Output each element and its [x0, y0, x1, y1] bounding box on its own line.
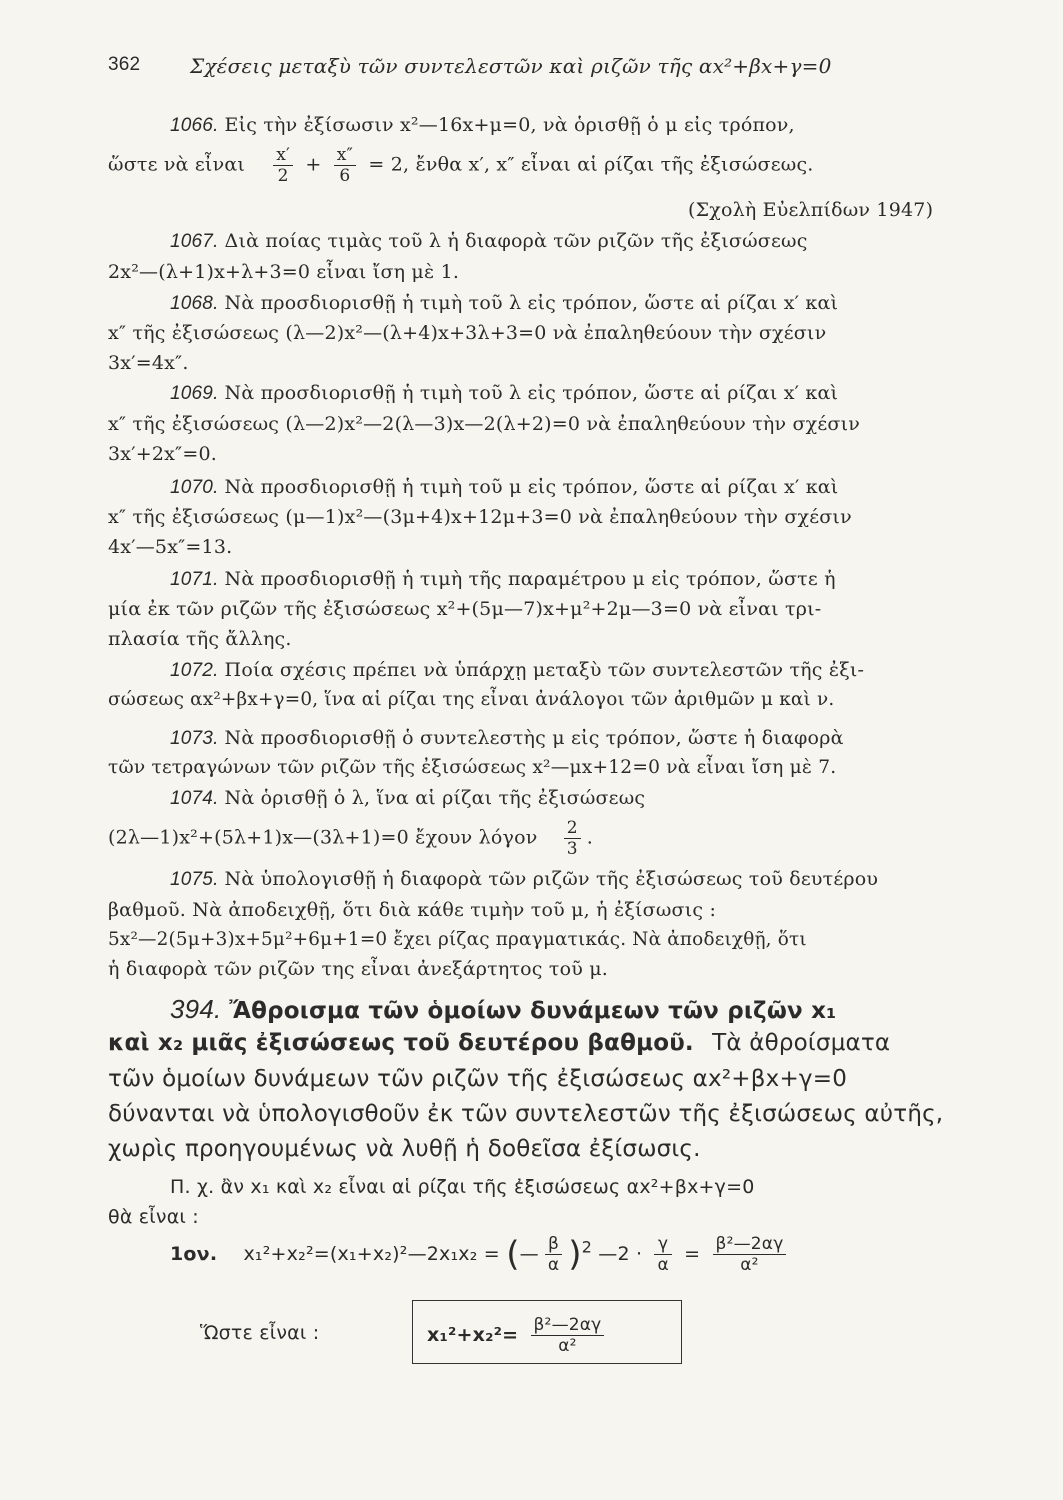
period: . [586, 826, 594, 849]
denominator: α² [740, 1255, 759, 1275]
denominator: α² [558, 1336, 577, 1356]
denominator: α [657, 1255, 669, 1275]
page-number: 362 [108, 54, 141, 75]
problem-1075-line4: ἡ διαφορὰ τῶν ριζῶν της εἶναι ἀνεξάρτητος τοῦ μ. [108, 958, 609, 980]
problem-1070-line3: 4x′—5x″=13. [108, 536, 233, 558]
problem-text: Νὰ προσδιορισθῇ ἡ τιμὴ τοῦ λ εἰς τρόπον, ὥστε αἱ ρίζαι x′ καὶ [224, 382, 839, 404]
problem-1068 [170, 292, 838, 315]
boxed-left: x₁²+x₂²= [427, 1324, 519, 1346]
problem-1073-line2: τῶν τετραγώνων τῶν ριζῶν τῆς ἐξισώσεως x²—μx+12=0 νὰ εἶναι ἴση μὲ 7. [108, 757, 837, 778]
problem-1075-line3: 5x²—2(5μ+3)x+5μ²+6μ+1=0 ἔχει ρίζας πραγματικάς. Νὰ ἀποδειχθῇ, ὅτι [108, 929, 807, 950]
problem-number: 1070. [170, 477, 219, 498]
problem-text: Νὰ ὁρισθῇ ὁ λ, ἵνα αἱ ρίζαι τῆς ἐξισώσεως [224, 787, 646, 809]
problem-1066-source: (Σχολὴ Εὐελπίδων 1947) [688, 199, 934, 221]
problem-1066 [170, 114, 795, 137]
problem-text: Νὰ προσδιορισθῇ ἡ τιμὴ τοῦ λ εἰς τρόπον, ὥστε αἱ ρίζαι x′ καὶ [224, 292, 839, 314]
fraction [273, 145, 293, 186]
first-formula [170, 1234, 792, 1275]
section-body-line5: χωρὶς προηγουμένως νὰ λυθῇ ἡ δοθεῖσα ἐξίσωσις. [108, 1136, 701, 1162]
problem-1068-line3: 3x′=4x″. [108, 352, 189, 374]
section-394-title-line1 [170, 994, 836, 1025]
minus-sign: — [519, 1243, 539, 1265]
problem-1071 [170, 568, 836, 591]
problem-number: 1068. [170, 293, 219, 314]
running-title: Σχέσεις μεταξὺ τῶν συντελεστῶν καὶ ριζῶν τῆς αx²+βx+γ=0 [190, 54, 832, 78]
numerator: β [545, 1234, 562, 1255]
problem-number: 1067. [170, 231, 219, 252]
section-body-line3: τῶν ὁμοίων δυνάμεων τῶν ριζῶν τῆς ἐξισώσεως αx²+βx+γ=0 [108, 1066, 848, 1092]
numerator: 2 [564, 818, 581, 839]
numerator: γ [654, 1234, 671, 1255]
example-line1: Π. χ. ἂν x₁ καὶ x₂ εἶναι αἱ ρίζαι τῆς ἐξισώσεως αx²+βx+γ=0 [170, 1176, 755, 1198]
problem-1074-line2 [108, 818, 593, 859]
first-label: 1ον. [170, 1243, 218, 1265]
section-body: Τὰ ἀθροίσματα [712, 1030, 891, 1056]
problem-number: 1069. [170, 383, 219, 404]
fraction [654, 1234, 671, 1275]
problem-text: Νὰ προσδιορισθῇ ὁ συντελεστὴς μ εἰς τρόπον, ὥστε ἡ διαφορὰ [224, 727, 844, 749]
numerator: x′ [273, 145, 293, 166]
text: ὥστε νὰ εἶναι [108, 153, 246, 176]
section-title: Ἄθροισμα τῶν ὁμοίων δυνάμεων τῶν ριζῶν x₁ [229, 998, 837, 1024]
equals: = [684, 1243, 701, 1265]
fraction [713, 1234, 787, 1275]
fraction [334, 145, 356, 186]
problem-1067-line2: 2x²—(λ+1)x+λ+3=0 εἶναι ἴση μὲ 1. [108, 261, 460, 283]
first-eq-left: x₁²+x₂²=(x₁+x₂)²—2x₁x₂ = [243, 1243, 500, 1265]
plus-sign: + [305, 153, 322, 176]
denominator: 3 [566, 839, 578, 859]
numerator: x″ [334, 145, 356, 166]
problem-1069-line2: x″ τῆς ἐξισώσεως (λ—2)x²—2(λ—3)x—2(λ+2)=0 νὰ ἐπαληθεύουν τὴν σχέσιν [108, 413, 860, 435]
problem-1068-line2: x″ τῆς ἐξισώσεως (λ—2)x²—(λ+4)x+3λ+3=0 νὰ ἐπαληθεύουν τὴν σχέσιν [108, 322, 827, 344]
problem-1075 [170, 868, 878, 891]
problem-1066-line2 [108, 145, 814, 186]
left-paren: ( [506, 1234, 520, 1275]
problem-text: Νὰ προσδιορισθῇ ἡ τιμὴ τοῦ μ εἰς τρόπον, ὥστε αἱ ρίζαι x′ καὶ [224, 476, 839, 498]
problem-1072 [170, 659, 864, 682]
problem-number: 1073. [170, 728, 219, 749]
fraction [531, 1315, 605, 1356]
section-body-line4: δύνανται νὰ ὑπολογισθοῦν ἐκ τῶν συντελεστῶν τῆς ἐξισώσεως αὐτῆς, [108, 1101, 944, 1127]
denominator: 2 [277, 166, 289, 186]
ratio-fraction [564, 818, 581, 859]
problem-text: Νὰ προσδιορισθῇ ἡ τιμὴ τῆς παραμέτρου μ εἰς τρόπον, ὥστε ἡ [224, 568, 836, 590]
problem-1070-line2: x″ τῆς ἐξισώσεως (μ—1)x²—(3μ+4)x+12μ+3=0 νὰ ἐπαληθεύουν τὴν σχέσιν [108, 506, 852, 528]
problem-number: 1072. [170, 660, 219, 681]
example-line2: θὰ εἶναι : [108, 1206, 199, 1228]
denominator: α [547, 1255, 560, 1275]
boxed-formula [427, 1315, 610, 1356]
problem-text: Ποία σχέσις πρέπει νὰ ὑπάρχῃ μεταξὺ τῶν συντελεστῶν τῆς ἐξι- [224, 659, 865, 681]
numerator: β²—2αγ [713, 1234, 787, 1255]
problem-1073 [170, 727, 844, 750]
problem-number: 1066. [170, 115, 219, 136]
denominator: 6 [339, 166, 351, 186]
problem-1069 [170, 382, 838, 405]
fraction [545, 1234, 562, 1275]
problem-1070 [170, 476, 838, 499]
equation-text: (2λ—1)x²+(5λ+1)x—(3λ+1)=0 ἔχουν λόγον [108, 826, 538, 849]
problem-text: Νὰ ὑπολογισθῇ ἡ διαφορὰ τῶν ριζῶν τῆς ἐξισώσεως τοῦ δευτέρου [224, 868, 879, 890]
problem-text: Διὰ ποίας τιμὰς τοῦ λ ἡ διαφορὰ τῶν ριζῶν τῆς ἐξισώσεως [224, 230, 808, 252]
section-394-title-line2 [108, 1030, 890, 1056]
problem-text: Εἰς τὴν ἐξίσωσιν x²—16x+μ=0, νὰ ὁρισθῇ ὁ μ εἰς τρόπον, [224, 114, 795, 136]
text: = 2, ἔνθα x′, x″ εἶναι αἱ ρίζαι τῆς ἐξισώσεως. [368, 153, 814, 176]
section-number: 394. [170, 994, 222, 1024]
problem-1069-line3: 3x′+2x″=0. [108, 443, 217, 465]
problem-1071-line2: μία ἐκ τῶν ριζῶν τῆς ἐξισώσεως x²+(5μ—7)x+μ²+2μ—3=0 νὰ εἶναι τρι- [108, 598, 822, 620]
problem-1067 [170, 230, 808, 253]
problem-1071-line3: πλασία τῆς ἄλλης. [108, 628, 292, 650]
problem-1075-line2: βαθμοῦ. Νὰ ἀποδειχθῇ, ὅτι διὰ κάθε τιμὴν τοῦ μ, ἡ ἐξίσωσις : [108, 899, 717, 921]
problem-number: 1075. [170, 869, 219, 890]
problem-number: 1071. [170, 569, 219, 590]
problem-number: 1074. [170, 788, 219, 809]
boxed-result [412, 1300, 682, 1364]
section-title-cont: καὶ x₂ μιᾶς ἐξισώσεως τοῦ δευτέρου βαθμοῦ. [108, 1030, 694, 1056]
problem-1072-line2: σώσεως αx²+βx+γ=0, ἵνα αἱ ρίζαι της εἶναι ἀνάλογοι τῶν ἀριθμῶν μ καὶ ν. [108, 689, 835, 710]
conclusion-label: Ὥστε εἶναι : [200, 1322, 320, 1344]
first-mid: —2 · [598, 1243, 643, 1265]
problem-1074 [170, 787, 645, 810]
square-exponent: 2 [581, 1237, 593, 1257]
right-paren: ) [568, 1234, 582, 1275]
numerator: β²—2αγ [531, 1315, 605, 1336]
